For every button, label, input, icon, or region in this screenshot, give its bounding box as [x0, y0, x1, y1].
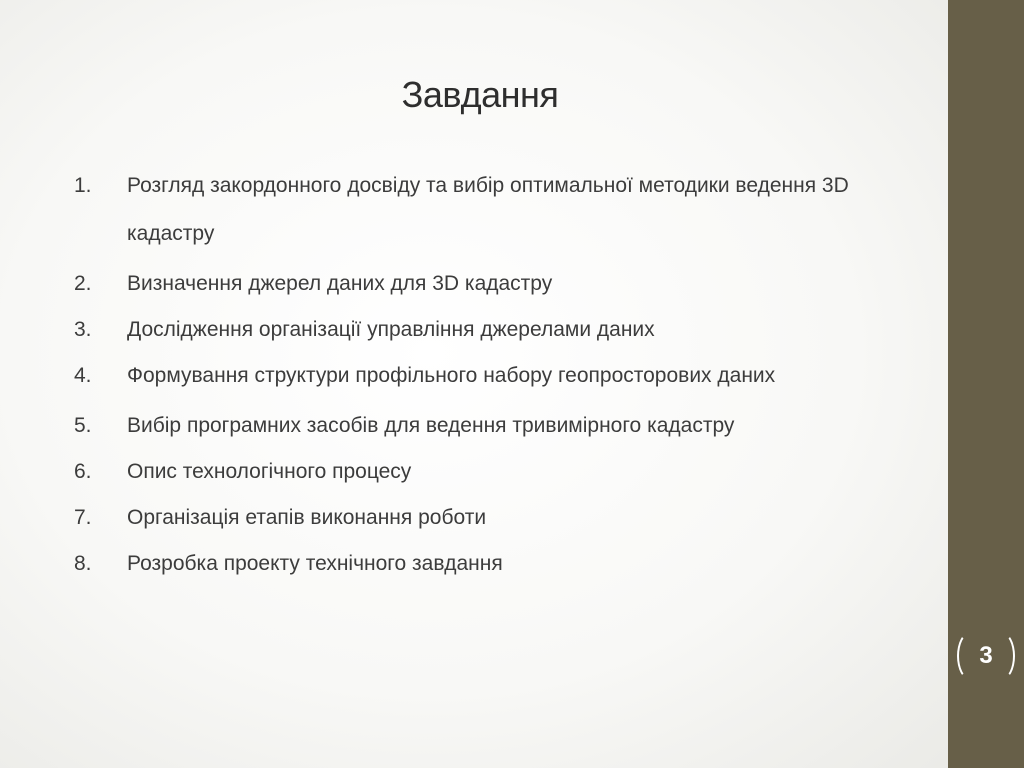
task-number: 8. [74, 552, 92, 575]
task-number: 7. [74, 506, 92, 529]
task-text: Дослідження організації управління джерелами даних [127, 318, 655, 341]
task-item [74, 356, 924, 400]
page-number: 3 [979, 642, 993, 669]
task-text: Розгляд закордонного досвіду та вибір оптимальної методики ведення 3D кадастру [127, 174, 849, 245]
task-text: Організація етапів виконання роботи [127, 506, 487, 529]
task-text: Визначення джерел даних для 3D кадастру [127, 272, 553, 295]
task-text: Формування структури профільного набору геопросторових даних [127, 364, 776, 387]
task-text: Вибір програмних засобів для ведення тривимірного кадастру [127, 414, 735, 437]
task-text: Опис технологічного процесу [127, 460, 412, 483]
task-item [74, 264, 924, 304]
page-number-badge [948, 630, 1024, 682]
task-text: Розробка проекту технічного завдання [127, 552, 503, 575]
task-item [74, 166, 924, 258]
task-number: 4. [74, 364, 92, 387]
task-number: 2. [74, 272, 92, 295]
task-item [74, 452, 924, 492]
task-item [74, 544, 924, 584]
right-bracket-icon [989, 632, 1015, 680]
task-list [74, 166, 924, 590]
task-number: 3. [74, 318, 92, 341]
task-number: 6. [74, 460, 92, 483]
slide-title: Завдання [401, 74, 559, 115]
task-item [74, 406, 924, 446]
task-item [74, 498, 924, 538]
task-number: 1. [74, 174, 92, 197]
task-number: 5. [74, 414, 92, 437]
task-item [74, 310, 924, 350]
